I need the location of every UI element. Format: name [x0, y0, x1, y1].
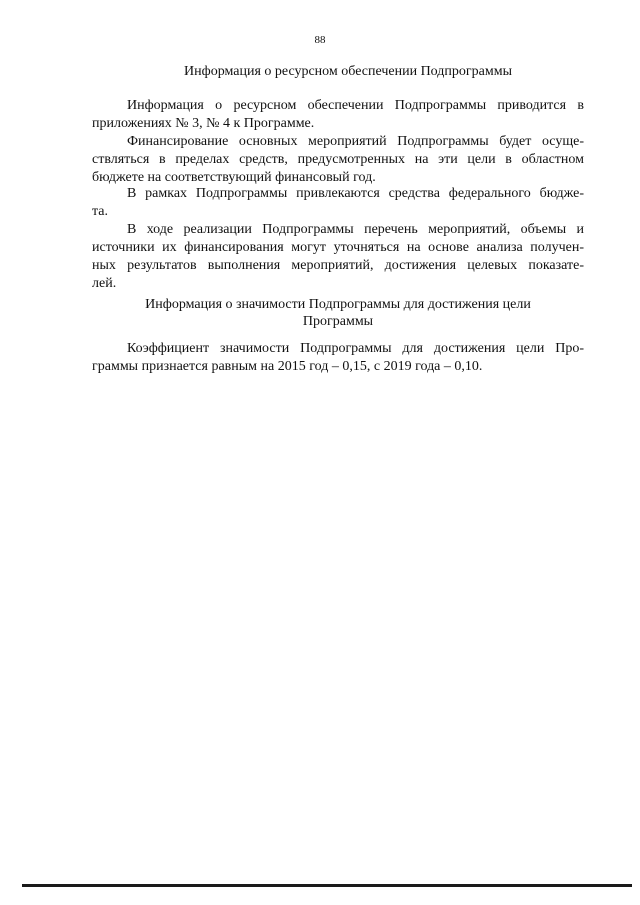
paragraph-financing [92, 133, 584, 187]
section-heading-resource-support: Информация о ресурсном обеспечении Подпрограммы [184, 64, 512, 79]
text-line: та. [92, 204, 109, 219]
paragraph-resource-appendices [92, 97, 584, 133]
page-bottom-rule [22, 884, 632, 887]
text-line: источники их финансирования могут уточняться на основе анализа получен- [92, 240, 584, 255]
text-line: В ходе реализации Подпрограммы перечень мероприятий, объемы и [127, 222, 584, 237]
paragraph-implementation [92, 221, 584, 293]
text-line: В рамках Подпрограммы привлекаются средства федерального бюдже- [127, 186, 584, 201]
text-line: Финансирование основных мероприятий Подпрограммы будет осуще- [127, 134, 584, 149]
text-line: лей. [92, 276, 117, 291]
heading-line: Информация о значимости Подпрограммы для достижения цели [145, 297, 531, 312]
text-line: ствляться в пределах средств, предусмотренных на эти цели в областном [92, 152, 584, 167]
text-line: граммы признается равным на 2015 год – 0,15, с 2019 года – 0,10. [92, 359, 483, 374]
section-heading-significance [92, 296, 584, 330]
text-line: Коэффициент значимости Подпрограммы для достижения цели Про- [127, 341, 584, 356]
paragraph-significance-coefficient [92, 340, 584, 376]
heading-line: Программы [302, 314, 374, 329]
paragraph-federal-budget [92, 185, 584, 221]
text-line: бюджете на соответствующий финансовый год. [92, 170, 376, 185]
page-number: 88 [314, 34, 326, 46]
text-line: Информация о ресурсном обеспечении Подпрограммы приводится в [127, 98, 584, 113]
text-line: приложениях № 3, № 4 к Программе. [92, 116, 315, 131]
text-line: ных результатов выполнения мероприятий, достижения целевых показате- [92, 258, 584, 273]
